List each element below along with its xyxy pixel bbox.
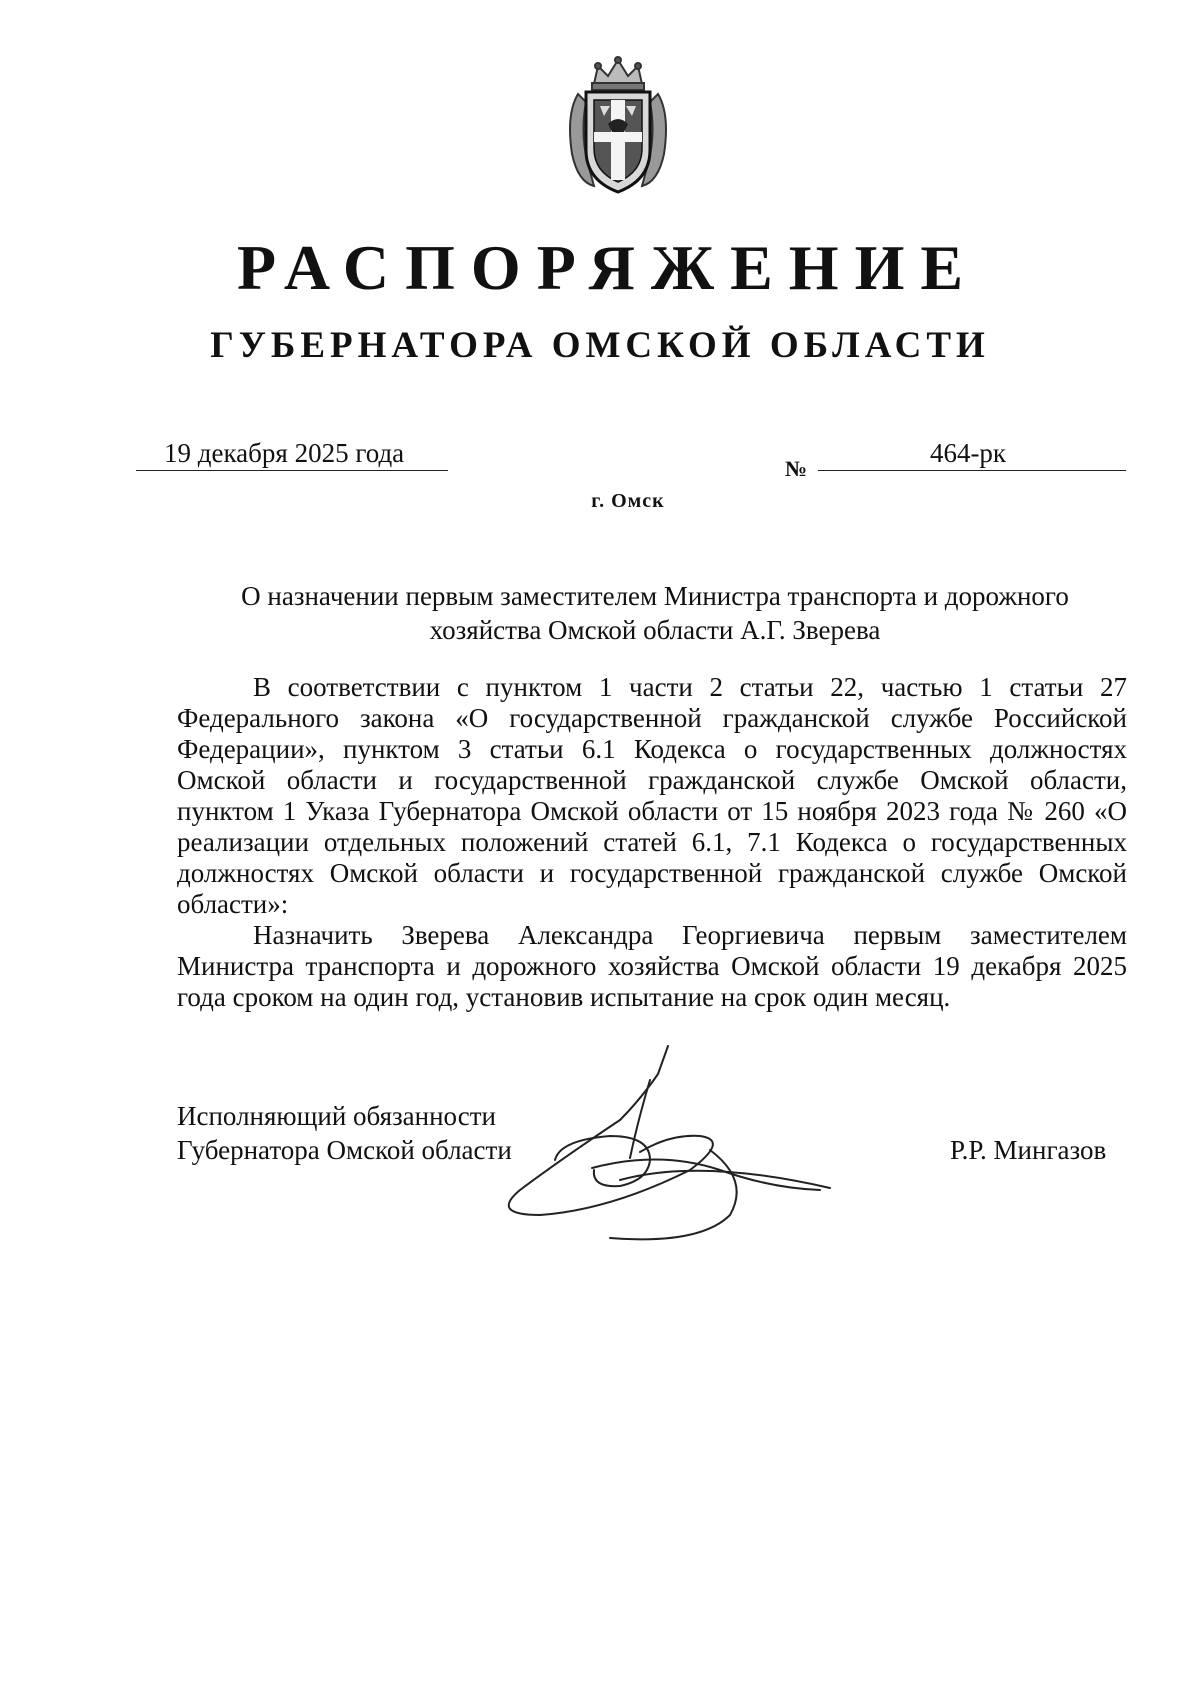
document-body (177, 672, 1127, 1013)
document-date: 19 декабря 2025 года (164, 438, 405, 468)
coat-of-arms-emblem (564, 54, 672, 196)
city-label: г. Омск (591, 490, 665, 512)
signer-name: Р.Р. Мингазов (950, 1135, 1107, 1165)
date-field (136, 438, 448, 471)
number-sign: № (785, 456, 808, 481)
document-type-title: РАСПОРЯЖЕНИЕ (236, 232, 980, 303)
body-paragraph-appointment: Назначить Зверева Александра Георгиевича первым заместителем Министра транспорта и дорожного хозяйства Омской области 19 декабря 2025 года сроком на один год, установив испытание на срок один месяц. (177, 920, 1127, 1012)
document-subject: О назначении первым заместителем Министра транспорта и дорожного хозяйства Омской области А.Г. Зверева (241, 581, 1069, 645)
document-number: 464-рк (929, 438, 1007, 468)
handwritten-signature (500, 1040, 920, 1250)
issuer-title: ГУБЕРНАТОРА ОМСКОЙ ОБЛАСТИ (210, 325, 990, 366)
number-field (818, 438, 1126, 471)
signatory-position-line2: Губернатора Омской области (177, 1135, 512, 1165)
signatory-position (177, 1099, 512, 1167)
shield-icon (586, 92, 650, 192)
signatory-position-line1: Исполняющий обязанности (177, 1101, 496, 1131)
body-paragraph-basis: В соответствии с пунктом 1 части 2 статьи 22, частью 1 статьи 27 Федерального закона «О государственной гражданской службе Российской Федерации», пунктом 3 статьи 6.1 Кодекса о государственных должностях Омской области и государственной гражданской службе Омской области, пунктом 1 Указа Губернатора Омской области от 15 ноября 2023 года № 260 «О реализации отдельных положений статей 6.1, 7.1 Кодекса о государственных должностях Омской области и государственной гражданской службе Омской области»: (177, 672, 1127, 919)
crown-icon (592, 57, 644, 90)
